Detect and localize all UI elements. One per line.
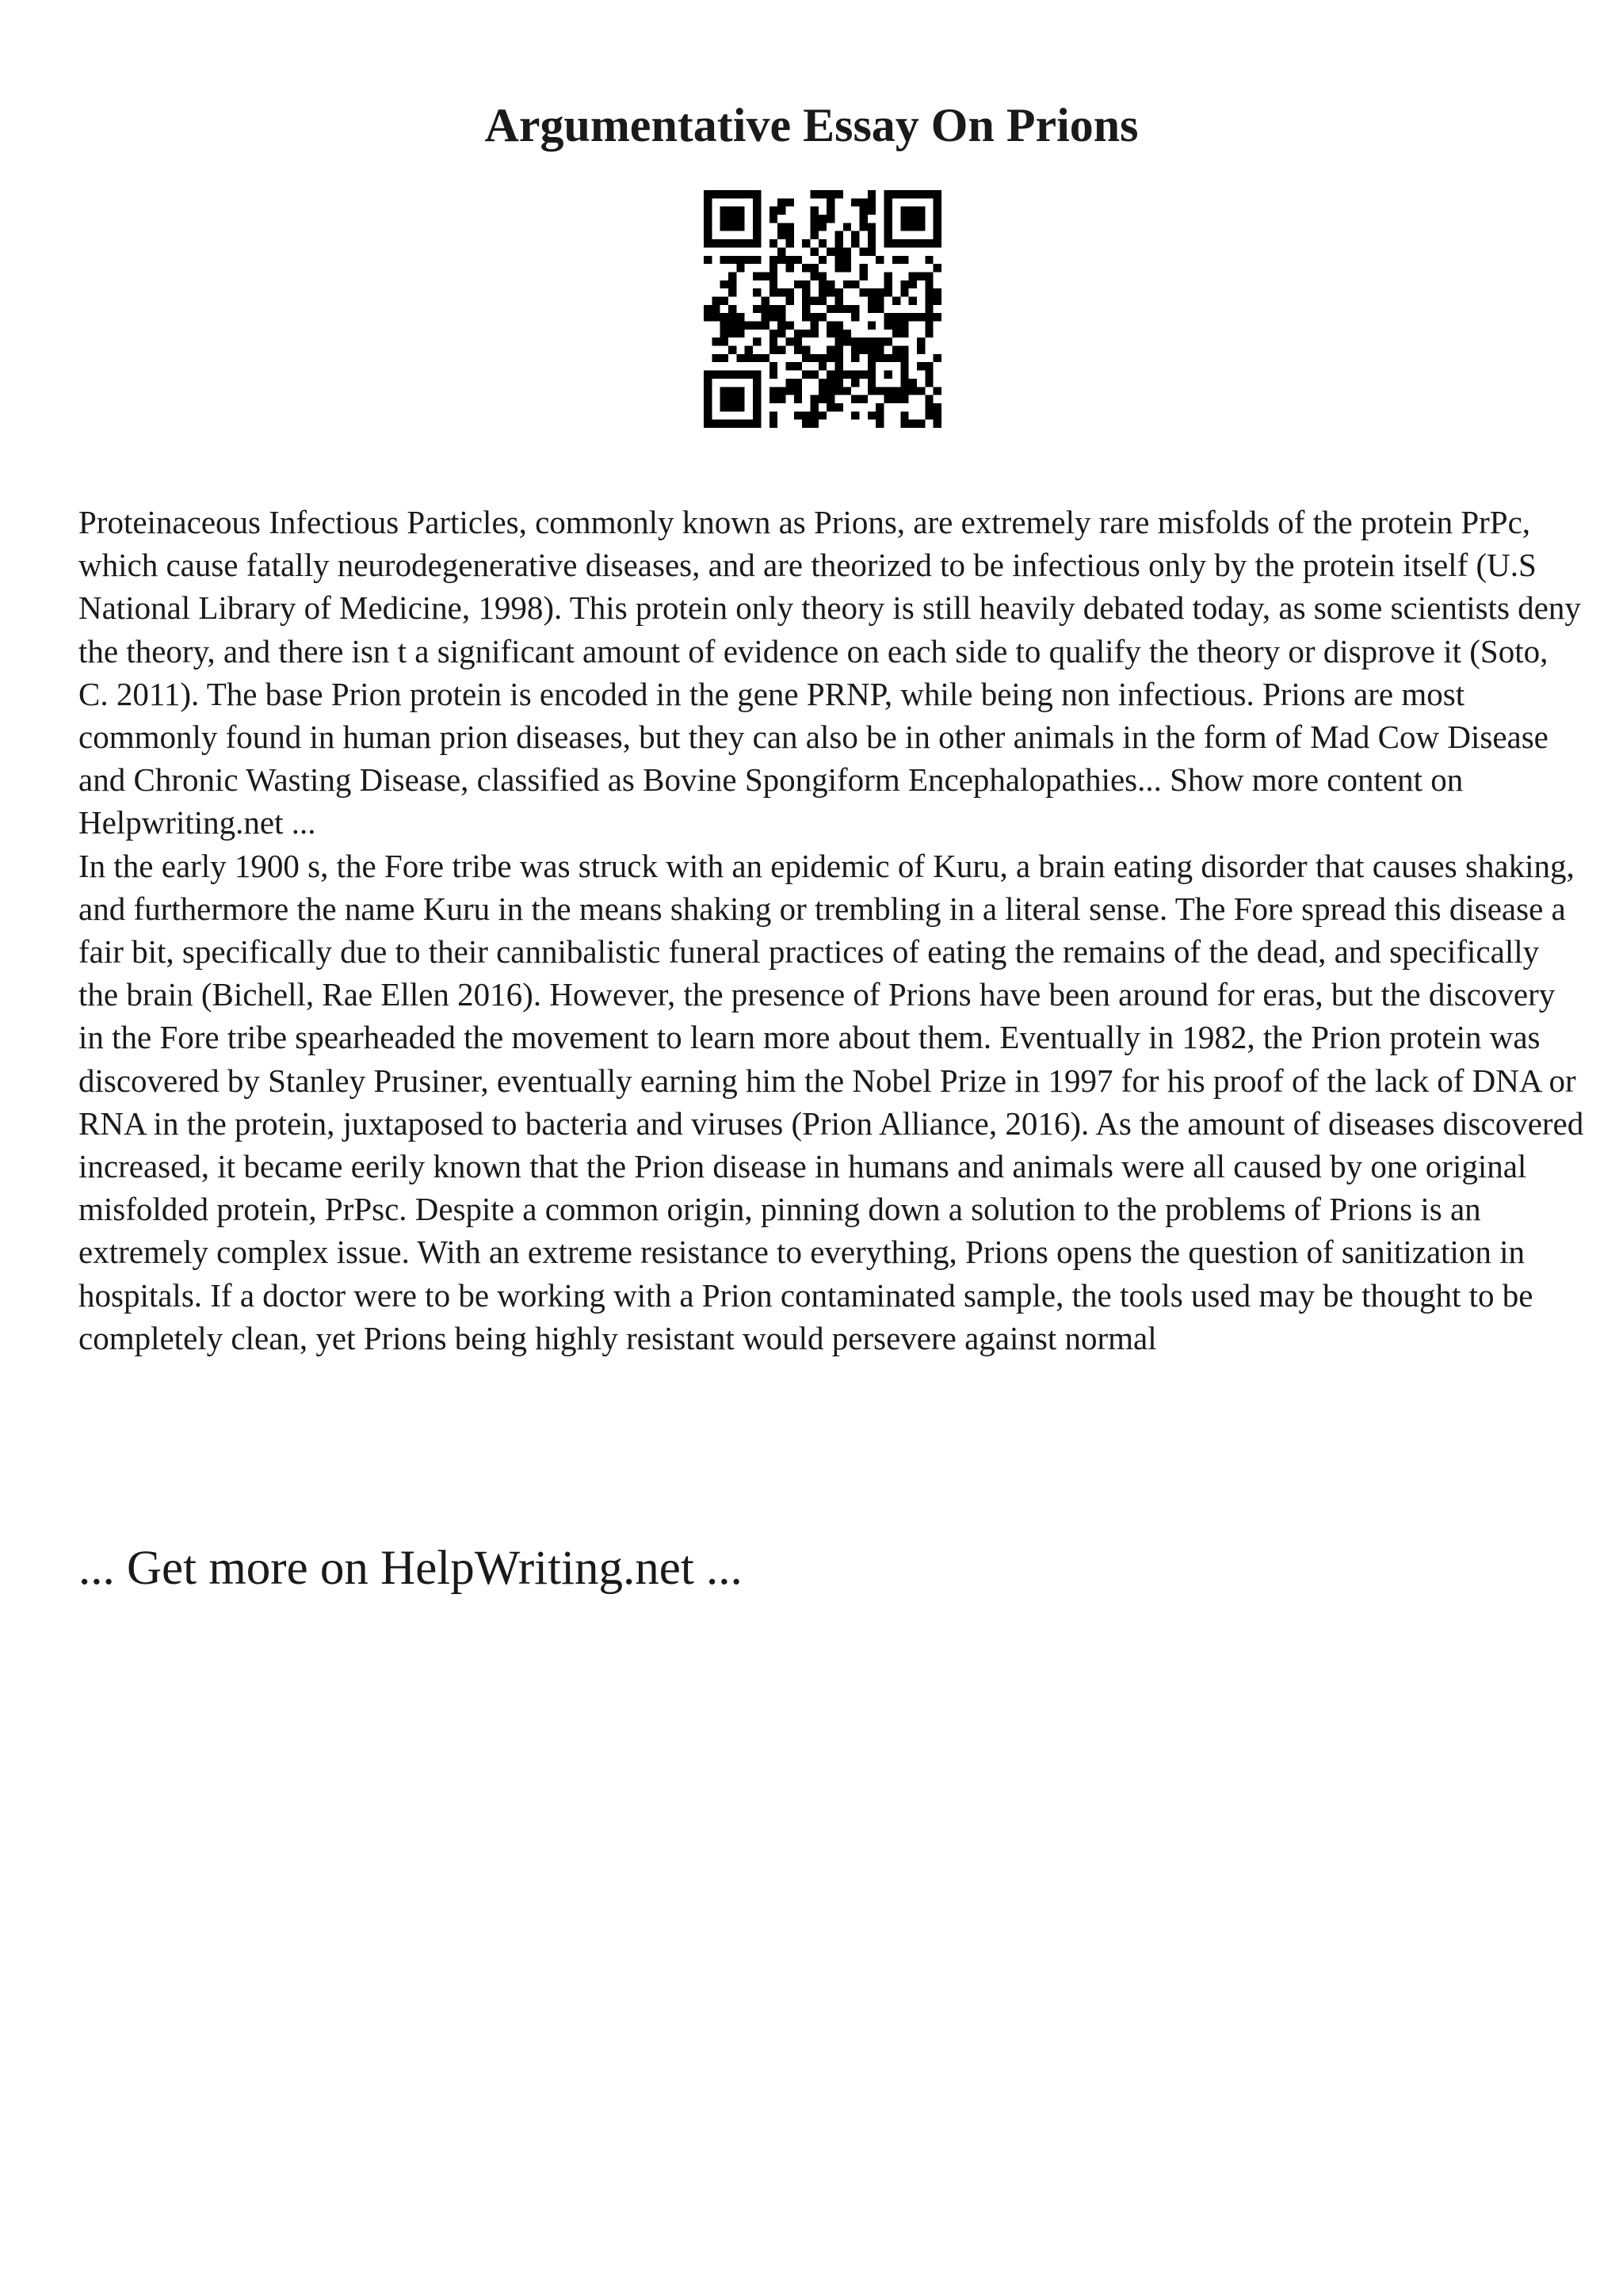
- get-more-link[interactable]: ... Get more on HelpWriting.net ...: [78, 1542, 743, 1595]
- document-title: Argumentative Essay On Prions: [484, 99, 1139, 151]
- qr-code: [704, 190, 941, 428]
- essay-body: [78, 501, 1584, 1360]
- essay-paragraph-2: In the early 1900 s, the Fore tribe was struck with an epidemic of Kuru, a brain eating disorder that causes shaking, and furthermore the name Kuru in the means shaking or trembling in a literal sense. The Fore spread this disease a fair bit, specifically due to their cannibalistic funeral practices of eating the remains of the dead, and specifically the brain (Bichell, Rae Ellen 2016). However, the presence of Prions have been around for eras, but the discovery in the Fore tribe spearheaded the movement to learn more about them. Eventually in 1982, the Prion protein was discovered by Stanley Prusiner, eventually earning him the Nobel Prize in 1997 for his proof of the lack of DNA or RNA in the protein, juxtaposed to bacteria and viruses (Prion Alliance, 2016). As the amount of diseases discovered increased, it became eerily known that the Prion disease in humans and animals were all caused by one original misfolded protein, PrPsc. Despite a common origin, pinning down a solution to the problems of Prions is an extremely complex issue. With an extreme resistance to everything, Prions opens the question of sanitization in hospitals. If a doctor were to be working with a Prion contaminated sample, the tools used may be thought to be completely clean, yet Prions being highly resistant would persevere against normal: [78, 847, 1584, 1356]
- essay-paragraph-1: Proteinaceous Infectious Particles, commonly known as Prions, are extremely rare misfolds of the protein PrPc, which cause fatally neurodegenerative diseases, and are theorized to be infectious only by the protein itself (U.S National Library of Medicine, 1998). This protein only theory is still heavily debated today, as some scientists deny the theory, and there isn t a significant amount of evidence on each side to qualify the theory or disprove it (Soto, C. 2011). The base Prion protein is encoded in the gene PRNP, while being non infectious. Prions are most commonly found in human prion diseases, but they can also be in other animals in the form of Mad Cow Disease and Chronic Wasting Disease, classified as Bovine Spongiform Encephalopathies... Show more content on Helpwriting.net ...: [78, 504, 1581, 841]
